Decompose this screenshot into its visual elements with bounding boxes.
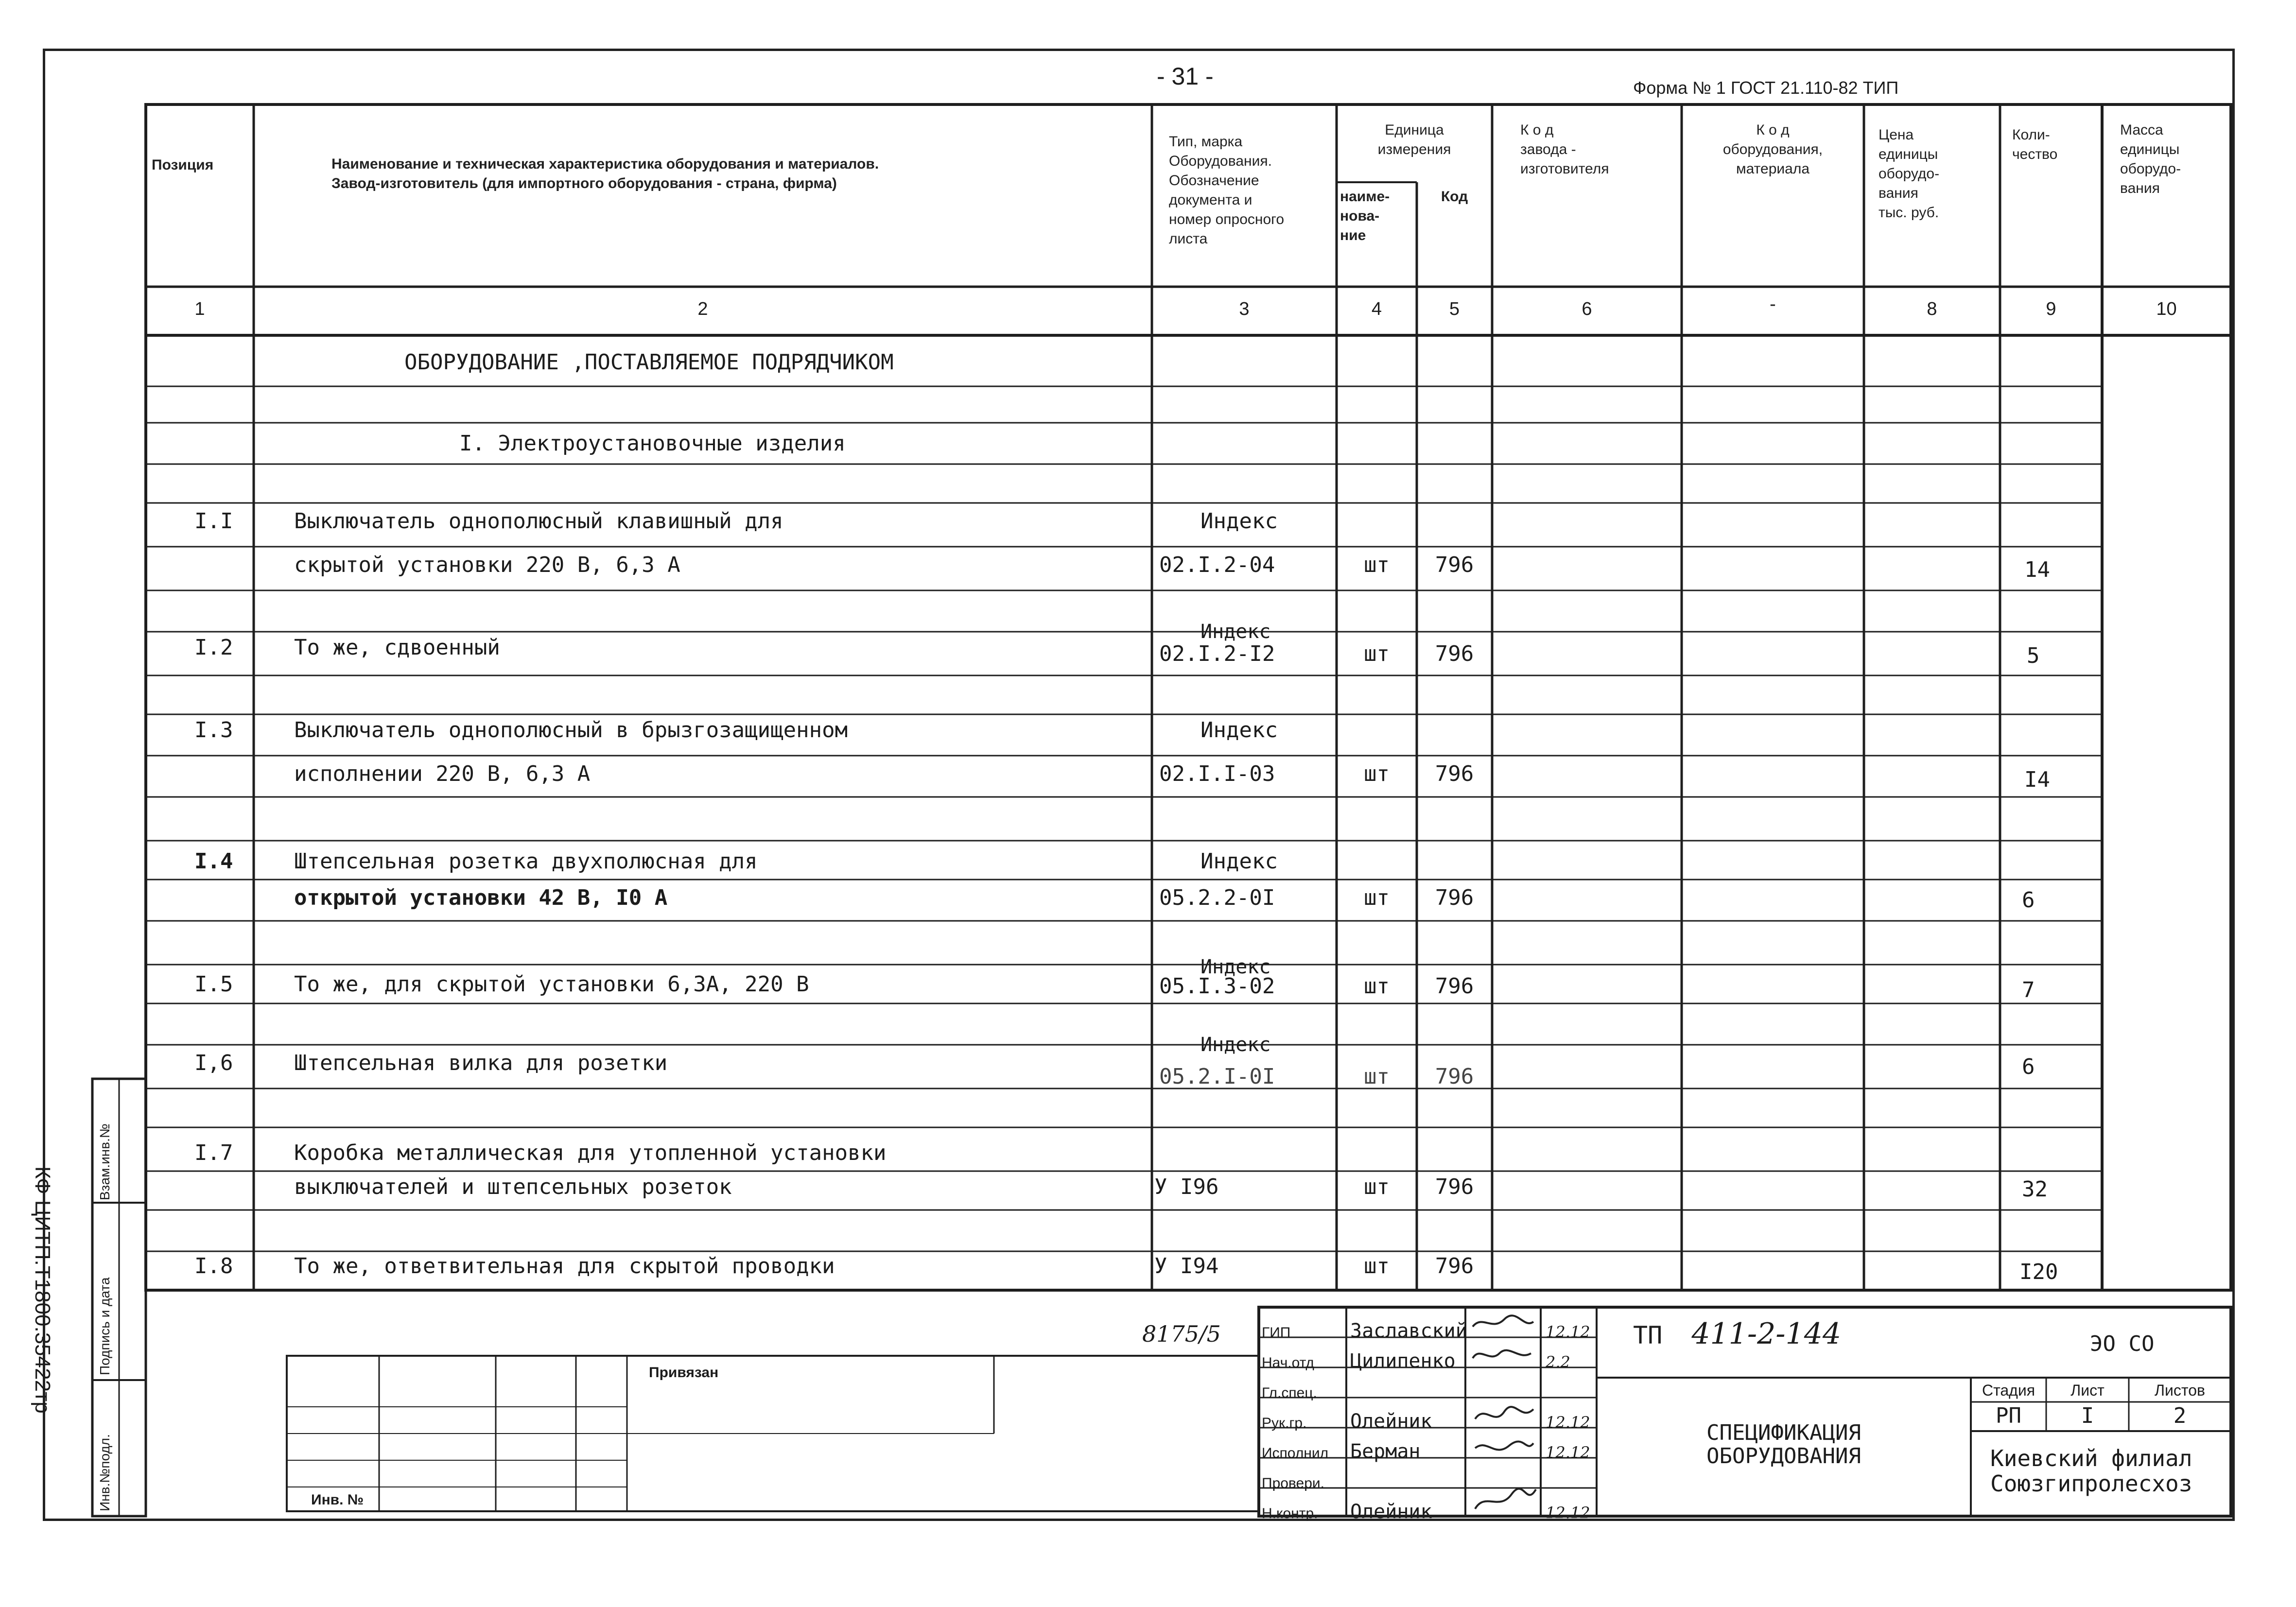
header-unit-name: наиме- нова- ние <box>1340 189 1390 243</box>
row-1-name: Выключатель однополюсный клавишный для <box>294 509 783 534</box>
header-position: Позиция <box>152 157 214 173</box>
row-3-unit: шт <box>1364 641 1390 666</box>
row-4-type: Индекс <box>1200 718 1278 743</box>
row-5-name: исполнении 220 В, 6,3 А <box>294 761 591 786</box>
row-12-unit: шт <box>1364 1254 1390 1279</box>
colnum-1: 1 <box>194 299 205 319</box>
side-document-code: КФ ЦИТП.Т1800.35422тр <box>31 1166 54 1414</box>
colnum-3: 3 <box>1239 299 1250 319</box>
form-reference: Форма № 1 ГОСТ 21.110-82 ТИП <box>1633 78 1899 98</box>
row-10-name: Коробка металлическая для утопленной установки <box>294 1140 887 1165</box>
row-12-position: I.8 <box>194 1254 233 1279</box>
stamp-sheets: 2 <box>2173 1403 2187 1428</box>
row-9-position: I,6 <box>194 1051 233 1075</box>
side-podpis: Подпись и дата <box>97 1277 112 1375</box>
colnum-7: - <box>1770 294 1776 314</box>
row-7-unit: шт <box>1364 885 1390 910</box>
header-price: Цена единицы оборудо- вания тыс. руб. <box>1879 127 1940 221</box>
stamp-roles: ГИП Нач.отд Гл.спец. Рук.гр. Исполнил Провери. Н.контр. <box>1262 1325 1329 1521</box>
stamp-doc-number: 8175/5 <box>1142 1321 1221 1347</box>
row-11-qty: 32 <box>2022 1177 2048 1202</box>
colnum-6: 6 <box>1582 299 1592 319</box>
row-2-qty: 14 <box>2024 557 2050 582</box>
colnum-10: 10 <box>2156 299 2177 319</box>
row-2-unit: шт <box>1364 553 1390 577</box>
colnum-2: 2 <box>697 299 708 319</box>
row-7-name: открытой установки 42 В, I0 А <box>294 885 668 910</box>
stamp-document-title: СПЕЦИФИКАЦИЯ ОБОРУДОВАНИЯ <box>1706 1420 1861 1469</box>
row-9-code: 796 <box>1435 1064 1474 1089</box>
header-unit: Единица измерения <box>1377 122 1451 157</box>
row-12-code: 796 <box>1435 1254 1474 1279</box>
stamp-project-code: ТП 411-2-144 <box>1633 1317 1842 1351</box>
row-7-qty: 6 <box>2022 888 2035 913</box>
row-4-position: I.3 <box>194 718 233 743</box>
header-name-line2: Завод-изготовитель (для импортного оборудования - страна, фирма) <box>331 175 837 191</box>
row-9-qty: 6 <box>2022 1054 2035 1079</box>
row-8-qty: 7 <box>2022 978 2035 1002</box>
row-4-name: Выключатель однополюсный в брызгозащищенном <box>294 718 848 743</box>
row-7-code: 796 <box>1435 885 1474 910</box>
row-12-type: У I94 <box>1154 1254 1219 1279</box>
row-9-unit: шт <box>1364 1064 1390 1089</box>
stamp-signatures <box>1465 1307 1541 1516</box>
row-5-code: 796 <box>1435 761 1474 786</box>
row-11-unit: шт <box>1364 1175 1390 1199</box>
side-inv-podl: Инв.№подл. <box>97 1434 112 1511</box>
stamp-sheet: I <box>2081 1403 2094 1428</box>
row-3-name: То же, сдвоенный <box>294 635 500 660</box>
page-number: - 31 - <box>1157 63 1214 90</box>
section-title: ОБОРУДОВАНИЕ ,ПОСТАВЛЯЕМОЕ ПОДРЯДЧИКОМ <box>404 350 894 375</box>
row-6-type: Индекс <box>1200 849 1278 874</box>
colnum-5: 5 <box>1449 299 1460 319</box>
row-6-position: I.4 <box>194 849 233 874</box>
stamp-organization: Киевский филиал Союзгипролесхоз <box>1990 1445 2192 1497</box>
stamp-sheet-mark: ЭО СО <box>2090 1331 2155 1356</box>
row-11-type: У I96 <box>1154 1175 1219 1199</box>
row-3-qty: 5 <box>2027 643 2040 668</box>
row-5-type: 02.I.I-03 <box>1159 761 1275 786</box>
row-1-position: I.I <box>194 509 233 534</box>
stamp-stage-label: Стадия <box>1982 1382 2035 1399</box>
row-8-name: То же, для скрытой установки 6,3А, 220 В <box>294 972 809 997</box>
row-2-type: 02.I.2-04 <box>1159 553 1275 577</box>
row-6-name: Штепсельная розетка двухполюсная для <box>294 849 758 874</box>
stamp-names: Заславский Цилипенко Олейник Берман Олейник <box>1350 1320 1467 1523</box>
row-12-name: То же, ответвительная для скрытой проводки <box>294 1254 835 1279</box>
colnum-9: 9 <box>2046 299 2056 319</box>
header-unit-code: Код <box>1441 189 1468 205</box>
stamp-inv-no: Инв. № <box>311 1492 364 1508</box>
header-equipment-code: К о д оборудования, материала <box>1722 122 1823 177</box>
row-9-type: 05.2.I-0I <box>1159 1064 1275 1089</box>
header-quantity: Коли- чество <box>2012 127 2058 162</box>
stamp-privyazan: Привязан <box>649 1365 719 1381</box>
row-2-name: скрытой установки 220 В, 6,3 А <box>294 553 680 577</box>
row-5-qty: I4 <box>2024 767 2050 792</box>
row-8-type: 05.I.3-02 <box>1159 974 1275 999</box>
row-8-position: I.5 <box>194 972 233 997</box>
stamp-dates: 12.12 2.2 12.12 12.12 12.12 <box>1546 1323 1590 1522</box>
row-5-unit: шт <box>1364 761 1390 786</box>
row-3-code: 796 <box>1435 641 1474 666</box>
row-8-type-top: Индекс <box>1200 956 1271 978</box>
row-3-position: I.2 <box>194 635 233 660</box>
subsection-title: I. Электроустановочные изделия <box>459 431 846 456</box>
header-name-line1: Наименование и техническая характеристика оборудования и материалов. <box>331 156 879 172</box>
row-2-code: 796 <box>1435 553 1474 577</box>
row-7-type: 05.2.2-0I <box>1159 885 1275 910</box>
row-8-code: 796 <box>1435 974 1474 999</box>
row-8-unit: шт <box>1364 974 1390 999</box>
header-factory-code: К о д завода - изготовителя <box>1520 122 1609 177</box>
row-3-type-top: Индекс <box>1200 621 1271 643</box>
stamp-sheet-label: Лист <box>2070 1382 2105 1399</box>
row-10-position: I.7 <box>194 1140 233 1165</box>
row-1-type: Индекс <box>1200 509 1278 534</box>
row-11-code: 796 <box>1435 1175 1474 1199</box>
row-9-type-top: Индекс <box>1200 1034 1271 1056</box>
header-type: Тип, марка Оборудования. Обозначение документа и номер опросного листа <box>1169 134 1285 247</box>
colnum-8: 8 <box>1927 299 1937 319</box>
stamp-sheets-label: Листов <box>2155 1382 2205 1399</box>
row-11-name: выключателей и штепсельных розеток <box>294 1175 732 1199</box>
stamp-stage: РП <box>1996 1403 2021 1428</box>
colnum-4: 4 <box>1371 299 1382 319</box>
header-mass: Масса единицы оборудо- вания <box>2120 122 2181 196</box>
row-12-qty: I20 <box>2019 1260 2058 1284</box>
row-9-name: Штепсельная вилка для розетки <box>294 1051 668 1075</box>
row-3-type: 02.I.2-I2 <box>1159 641 1275 666</box>
side-vzam-inv: Взам.инв.№ <box>97 1123 112 1200</box>
